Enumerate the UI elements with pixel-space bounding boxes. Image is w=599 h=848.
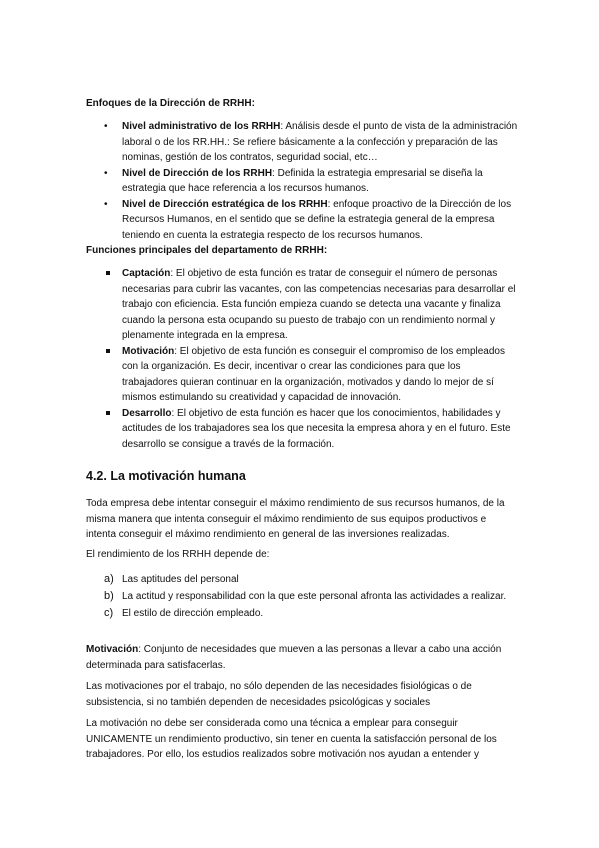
item-text: El estilo de dirección empleado. [122, 608, 264, 619]
square-bullet-icon [106, 271, 110, 275]
paragraph: El rendimiento de los RRHH depende de: [86, 549, 270, 560]
bullet-icon: • [104, 121, 108, 132]
item-text: La actitud y responsabilidad con la que este personal afronta las actividades a realizar. [122, 591, 507, 602]
square-bullet-icon [106, 349, 110, 353]
list-marker: c) [104, 607, 114, 619]
bullet-icon: • [104, 167, 108, 179]
funciones-list [86, 266, 518, 452]
item-term: Captación [122, 268, 171, 279]
item-text: : El objetivo de esta función es tratar de conseguir el número de personas necesarias para cubrir las vacantes, con las competencias necesarias para desarrollar el trabajo con eficiencia. Esta función empieza cuando se detecta una vacante y finaliza cuando la persona esta ocupando su puesto de trabajo con un rendimiento normal y plenamente integrada en la empresa. [122, 268, 516, 341]
item-term: Nivel administrativo de los RRHH [122, 121, 281, 132]
list-item [86, 589, 518, 606]
paragraph: Las motivaciones por el trabajo, no sólo dependen de las necesidades fisiológicas o de subsistencia, si no también dependen de necesidades psicológicas y sociales [86, 681, 472, 708]
list-marker: b) [104, 590, 114, 602]
list-item [86, 197, 518, 244]
list-item [86, 572, 518, 589]
item-term: Motivación [122, 345, 175, 357]
item-text: : enfoque proactivo de la Dirección de los Recursos Humanos, en el sentido que se define la estrategia general de la empresa teniendo en cuenta la estrategia respecto de los recursos humanos. [122, 198, 512, 241]
item-term: Desarrollo [122, 407, 172, 419]
item-text: : Definida la estrategia empresarial se diseña la estrategia que hace referencia a los recursos humanos. [122, 167, 483, 194]
definition-term: Motivación [86, 644, 139, 655]
item-term: Nivel de Dirección de los RRHH [122, 167, 273, 179]
list-item [86, 119, 518, 166]
bullet-icon: • [104, 198, 108, 210]
factores-list [86, 572, 518, 623]
factores-list-container [86, 572, 518, 623]
item-text: : El objetivo de esta función es hacer que los conocimientos, habilidades y actitudes de los trabajadores sea los que necesita la empresa ahora y en el futuro. Este desarrollo se consigue a través de la formación. [122, 407, 511, 450]
heading-funciones: Funciones principales del departamento de RRHH: [86, 245, 328, 256]
section-title: 4.2. La motivación humana [86, 469, 246, 483]
enfoques-list-container [86, 119, 518, 243]
motivacion-definition [86, 642, 518, 673]
list-item [86, 266, 518, 344]
item-text: : El objetivo de esta función es conseguir el compromiso de los empleados con la organización. Es decir, incentivar o crear las condiciones para que los trabajadores quieran continuar en la organización, motivados y dando lo mejor de sí mismos estimulando su creatividad y capacidad de innovación. [122, 345, 505, 403]
list-item [86, 166, 518, 197]
list-item [86, 406, 518, 453]
list-item [86, 344, 518, 406]
funciones-list-container [86, 266, 518, 452]
enfoques-list [86, 119, 518, 243]
heading-enfoques: Enfoques de la Dirección de RRHH: [86, 98, 255, 109]
square-bullet-icon [106, 411, 110, 415]
item-text: : Análisis desde el punto de vista de la administración laboral o de los RR.HH.: Se refiere básicamente a la confección y preparación de las nominas, gestión de los contratos, seguridad social, etc… [122, 121, 518, 163]
item-term: Nivel de Dirección estratégica de los RRHH [122, 198, 328, 210]
definition-text: : Conjunto de necesidades que mueven a las personas a llevar a cabo una acción determinada para satisfacerlas. [86, 644, 502, 671]
paragraph: Toda empresa debe intentar conseguir el máximo rendimiento de sus recursos humanos, de la misma manera que intenta conseguir el máximo rendimiento de sus equipos productivos e intenta conseguir el máximo rendimiento en general de las inversiones realizadas. [86, 498, 505, 540]
list-marker: a) [104, 573, 114, 585]
item-text: Las aptitudes del personal [122, 574, 239, 585]
paragraph: La motivación no debe ser considerada como una técnica a emplear para conseguir UNICAMENTE un rendimiento productivo, sin tener en cuenta la satisfacción personal de los trabajadores. Por ello, los estudios realizados sobre motivación nos ayudan a entender y [86, 718, 497, 760]
list-item [86, 606, 518, 623]
